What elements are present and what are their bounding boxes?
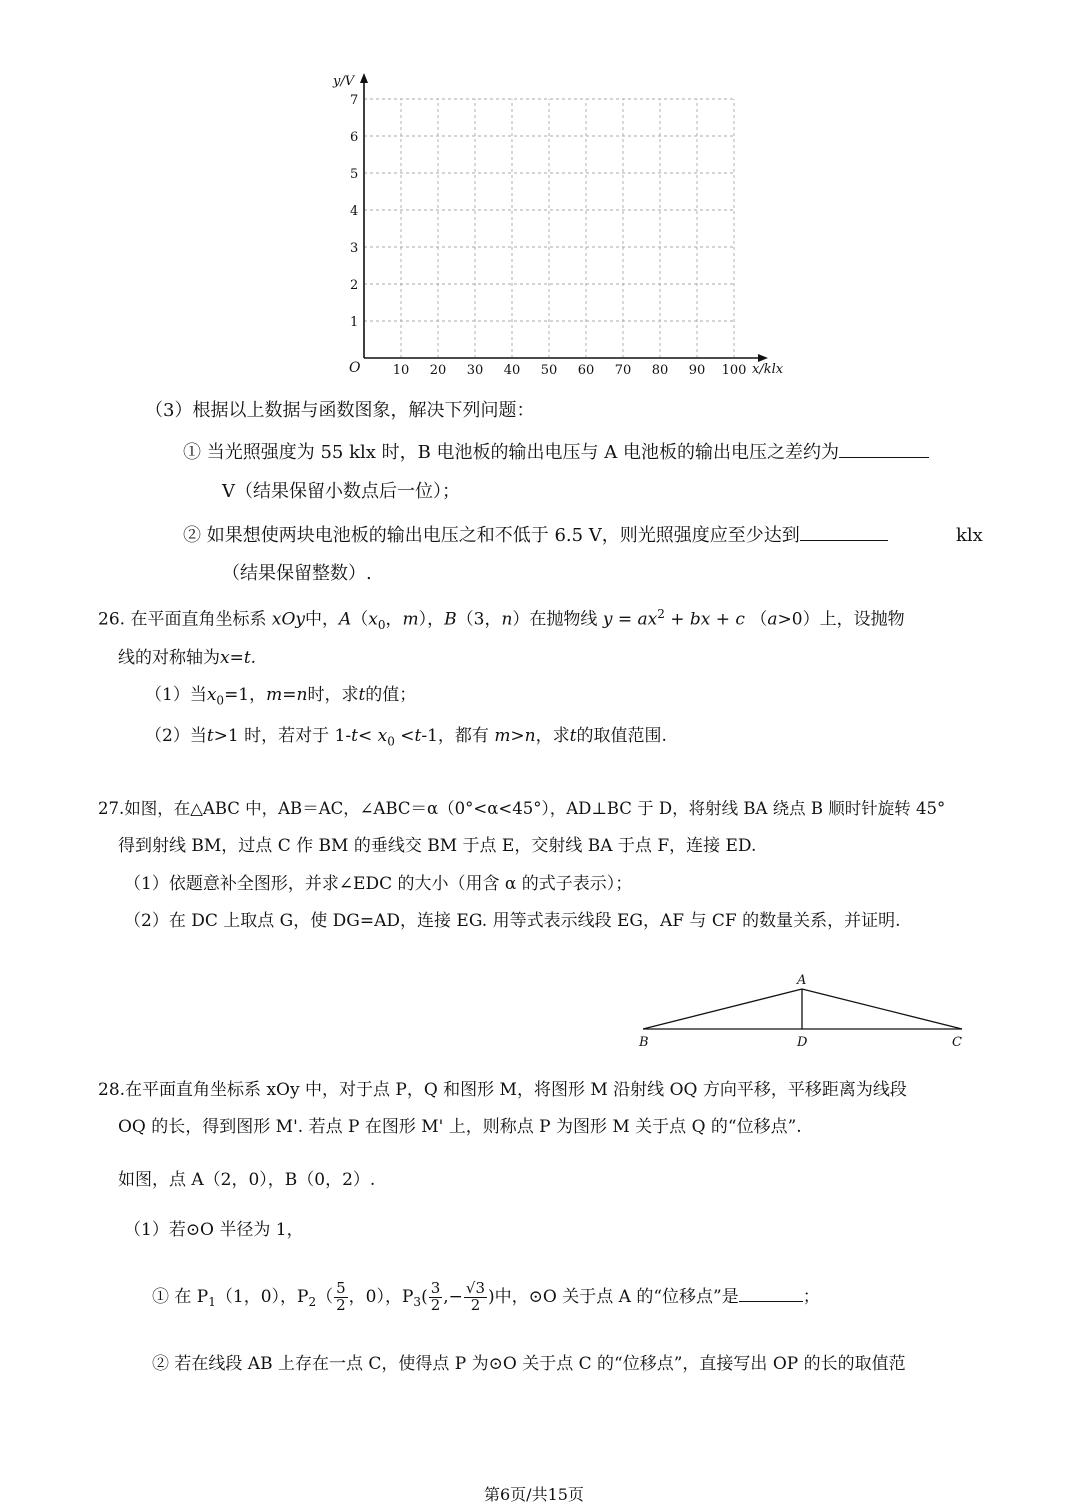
q28-sub: 2 xyxy=(308,1295,317,1310)
x-tick-label: 80 xyxy=(651,363,669,378)
q26-text: （1）当 xyxy=(145,685,207,705)
q25-item2-answer-blank[interactable] xyxy=(800,539,888,541)
q26-a: a xyxy=(767,609,778,630)
q28-text: ① 在 P xyxy=(152,1286,209,1307)
frac-num: √3 xyxy=(465,1279,486,1297)
q26-parabola: y = ax xyxy=(602,609,658,630)
label-c: C xyxy=(952,1035,962,1050)
y-tick-label: 2 xyxy=(350,278,359,293)
q26-text: 时，求 xyxy=(307,685,359,705)
q26-point-b: B xyxy=(444,609,457,630)
x-tick-label: 100 xyxy=(721,363,747,378)
q26-sub0: 0 xyxy=(377,618,386,633)
q25-item2-text xyxy=(183,527,888,545)
q25-item2-suffix: （结果保留整数）. xyxy=(222,563,372,584)
q26-text: （ xyxy=(750,609,768,630)
x-tick-labels xyxy=(393,363,747,378)
q28-sub: 1 xyxy=(208,1295,216,1310)
frac-num: 5 xyxy=(336,1279,346,1297)
q28-item1 xyxy=(152,1281,820,1314)
segment-ac xyxy=(802,989,962,1029)
y-axis-arrow xyxy=(360,73,368,83)
q26-t: t xyxy=(358,685,366,705)
x-tick-label: 40 xyxy=(503,363,521,378)
q26-t: t xyxy=(569,726,577,746)
q26-square: 2 xyxy=(657,607,665,621)
y-axis-label: y/V xyxy=(333,74,355,89)
q26-x0: x xyxy=(368,609,378,630)
label-d: D xyxy=(797,1035,808,1050)
q26-line2 xyxy=(118,650,256,667)
q28-item1-answer-blank[interactable] xyxy=(739,1300,803,1302)
q26-t: t xyxy=(414,726,422,746)
q27-part1: （1）依题意补全图形，并求∠EDC 的大小（用含 α 的式子表示）； xyxy=(124,874,633,894)
y-tick-labels xyxy=(350,93,358,330)
q26-sub0: 0 xyxy=(216,693,225,708)
q28-line1: 28.在平面直角坐标系 xOy 中，对于点 P，Q 和图形 M，将图形 M 沿射线 OQ 方向平移，平移距离为线段 xyxy=(98,1080,907,1100)
y-tick-label: 3 xyxy=(350,241,359,256)
y-tick-label: 5 xyxy=(350,167,359,182)
label-a: A xyxy=(797,973,807,988)
origin-label: O xyxy=(349,360,361,376)
q25-part3-intro: （3）根据以上数据与函数图象，解决下列问题： xyxy=(145,400,535,421)
q28-line3: 如图，点 A（2，0），B（0，2）. xyxy=(118,1170,376,1190)
q26-text: ）， xyxy=(418,609,445,630)
q28-text: （1，0），P xyxy=(215,1286,309,1307)
q28-sub: 3 xyxy=(413,1295,422,1310)
fraction-3-over-2 xyxy=(429,1281,443,1314)
q25-item1-answer-blank[interactable] xyxy=(839,456,929,458)
q26-sub0: 0 xyxy=(387,734,395,749)
q28-text: ，0），P xyxy=(348,1286,414,1307)
y-tick-label: 1 xyxy=(350,315,359,330)
q26-part1 xyxy=(145,687,416,706)
q26-text: ）在抛物线 xyxy=(512,609,598,630)
frac-den: 2 xyxy=(470,1295,481,1314)
q26-x0: x xyxy=(206,685,217,705)
q26-text: =1， xyxy=(224,685,267,705)
x-tick-label: 60 xyxy=(577,363,595,378)
q26-text: （2）当 xyxy=(145,726,207,746)
q26-text: 的取值范围. xyxy=(576,726,667,746)
q26-m: m xyxy=(402,609,419,630)
fraction-sqrt3-over-2 xyxy=(464,1281,487,1314)
q26-text: 线的对称轴为 xyxy=(118,648,220,668)
q26-text: < xyxy=(400,726,415,746)
frac-num: 3 xyxy=(430,1279,441,1297)
x-tick-label: 10 xyxy=(392,363,410,378)
q27-line2: 得到射线 BM，过点 C 作 BM 的垂线交 BM 于点 E，交射线 BA 于点 F，连接 ED. xyxy=(118,836,757,856)
segment-ab xyxy=(643,989,802,1029)
page-number: 第6页/共15页 xyxy=(484,1485,584,1504)
frac-den: 2 xyxy=(336,1295,346,1314)
frac-den: 2 xyxy=(430,1295,441,1314)
q25-item1-text xyxy=(183,444,929,462)
q26-n: n xyxy=(501,609,513,630)
x-tick-label: 90 xyxy=(688,363,706,378)
q26-m-gt-n: m>n xyxy=(494,726,536,746)
label-b: B xyxy=(639,1035,649,1050)
grid-lines xyxy=(364,99,734,358)
q26-xoy: xOy xyxy=(271,609,305,630)
q26-text: 的值； xyxy=(365,685,417,705)
q26-m-eq-n: m=n xyxy=(266,685,308,705)
q26-line1 xyxy=(98,608,905,631)
fraction-5-over-2 xyxy=(334,1281,348,1314)
q28-line2: OQ 的长，得到图形 M'. 若点 P 在图形 M' 上，则称点 P 为图形 M 关于点 Q 的“位移点”. xyxy=(118,1117,802,1137)
x-axis-label: x/klx xyxy=(752,362,784,377)
q26-text: 中， xyxy=(305,609,339,630)
y-tick-label: 4 xyxy=(350,204,359,219)
q26-text: >1 时，若对于 1- xyxy=(213,726,352,746)
x-tick-label: 50 xyxy=(540,363,558,378)
x-tick-label: 20 xyxy=(429,363,447,378)
q26-text: < xyxy=(357,726,373,746)
q26-axis-eq: x=t. xyxy=(220,648,257,668)
coordinate-grid-graph xyxy=(325,70,795,380)
y-tick-label: 7 xyxy=(350,93,359,108)
q26-text: （ xyxy=(351,609,369,630)
q26-point-a: A xyxy=(339,609,352,630)
q25-item1-suffix: V（结果保留小数点后一位）； xyxy=(222,481,460,502)
q26-parabola-rest: + bx + c xyxy=(664,609,745,630)
q26-x0: x xyxy=(377,726,388,746)
q27-part2: （2）在 DC 上取点 G，使 DG=AD，连接 EG. 用等式表示线段 EG，AF 与 CF 的数量关系，并证明. xyxy=(124,911,901,931)
q26-part2 xyxy=(145,728,667,747)
q28-text: ,− xyxy=(443,1286,463,1307)
x-tick-label: 70 xyxy=(614,363,632,378)
y-tick-label: 6 xyxy=(350,130,359,145)
q25-item2-prefix: ② 如果想使两块电池板的输出电压之和不低于 6.5 V，则光照强度应至少达到 xyxy=(183,525,800,546)
q28-item2: ② 若在线段 AB 上存在一点 C，使得点 P 为⊙O 关于点 C 的“位移点”，直接写出 OP 的长的取值范 xyxy=(152,1354,906,1374)
q25-item2-unit: klx xyxy=(956,525,983,546)
q25-item1-prefix: ① 当光照强度为 55 klx 时，B 电池板的输出电压与 A 电池板的输出电压之差约为 xyxy=(183,442,839,463)
q28-text: )中，⊙O 关于点 A 的“位移点”是 xyxy=(488,1286,739,1307)
triangle-abc-figure xyxy=(630,968,975,1053)
q26-text: ，求 xyxy=(535,726,570,746)
q26-text: ， xyxy=(385,609,403,630)
q28-text: （ xyxy=(316,1286,334,1307)
q26-text: 26. 在平面直角坐标系 xyxy=(98,609,267,630)
x-tick-label: 30 xyxy=(466,363,484,378)
q28-text: ( xyxy=(421,1286,428,1307)
q28-part1: （1）若⊙O 半径为 1， xyxy=(124,1220,304,1240)
q28-text: ； xyxy=(802,1286,820,1307)
x-axis-arrow xyxy=(758,354,768,362)
q26-t: t xyxy=(206,726,214,746)
q27-line1: 27.如图，在△ABC 中，AB＝AC，∠ABC＝α（0°<α<45°），AD⊥BC 于 D，将射线 BA 绕点 B 顺时针旋转 45° xyxy=(98,799,946,818)
q26-text: （3， xyxy=(456,609,502,630)
q26-t: t xyxy=(351,726,358,746)
q26-text: >0）上，设抛物 xyxy=(777,609,905,630)
q26-text: -1，都有 xyxy=(421,726,489,746)
